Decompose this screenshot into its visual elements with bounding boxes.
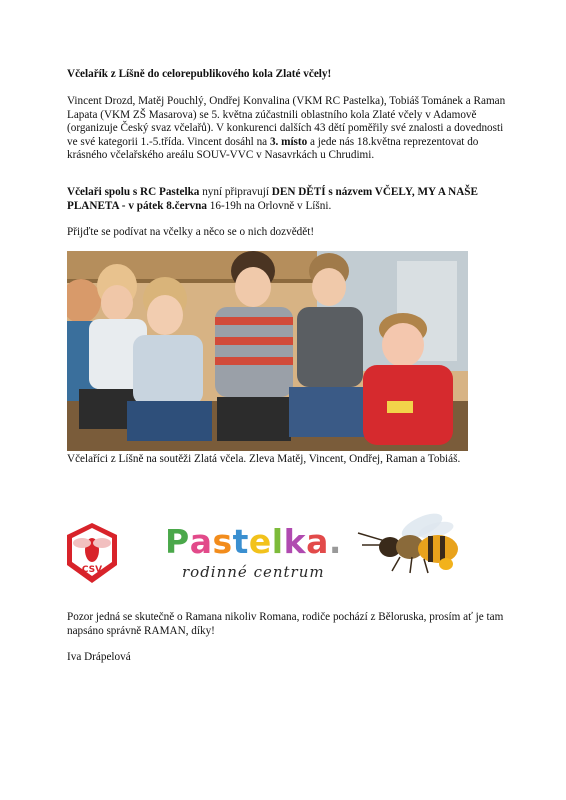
pastelka-letter: l — [271, 522, 284, 561]
paragraph-invite: Přijďte se podívat na včelky a něco se o nich dozvědět! — [67, 226, 315, 238]
placement-bold: 3. místo — [269, 135, 308, 148]
event-name-bold: DEN DĚTÍ s názvem VČELY, MY A NAŠE PLANETA - v pátek 8.června — [67, 186, 478, 212]
paragraph-event — [67, 186, 507, 213]
photo-caption: Včelaříci z Líšně na soutěži Zlatá včela. Zleva Matěj, Vincent, Ondřej, Raman a Tobiáš. — [67, 453, 461, 465]
pastelka-letter: a — [189, 522, 213, 561]
paragraph-results-text: Vincent Drozd, Matěj Pouchlý, Ondřej Konvalina (VKM RC Pastelka), Tobiáš Tománek a Raman Lapata (VKM ZŠ Masarova) se 5. května zúčastnili oblastního kola Zlaté včely v Adamově (organizuje Český svaz včelařů). V konkurenci dalších 43 dětí poměřily své znalosti a dovednosti ve své kategorii 1.-5.třída. Vincent dosáhl na — [67, 95, 506, 148]
pastelka-letter: . — [328, 522, 342, 561]
event-text-b: 16-19h na Orlovně v Líšni. — [206, 199, 332, 212]
csv-badge-text: CSV — [81, 565, 103, 575]
pastelka-letter: t — [232, 522, 249, 561]
group-photo — [67, 251, 468, 451]
paragraph-results-end: a jede nás 18.května reprezentovat do krásného včelařského areálu SOUV-VVC v Nasavrkách u Chrudimi. — [67, 135, 479, 162]
signature: Iva Drápelová — [67, 651, 131, 663]
pastelka-letter: e — [248, 522, 272, 561]
pastelka-letter: k — [283, 522, 307, 561]
event-text-a: nyní připravují — [199, 186, 272, 198]
bee-icon — [358, 509, 458, 573]
pastelka-letter: s — [212, 522, 233, 561]
group-photo-illustration — [67, 251, 468, 451]
pastelka-logo-subtitle: rodinné centrum — [182, 563, 325, 581]
pastelka-letter: a — [306, 522, 329, 561]
pastelka-letter: P — [165, 522, 190, 561]
event-organizers-bold: Včelaři spolu s RC Pastelka — [67, 186, 200, 198]
csv-logo — [67, 523, 117, 583]
article-title: Včelařík z Líšně do celorepublikového kola Zlaté včely! — [67, 68, 332, 80]
paragraph-results — [67, 95, 507, 163]
pastelka-logo-word — [165, 522, 342, 561]
paragraph-note: Pozor jedná se skutečně o Ramana nikoliv Romana, rodiče pochází z Běloruska, prosím ať je tam napsáno správně RAMAN, díky! — [67, 611, 504, 637]
